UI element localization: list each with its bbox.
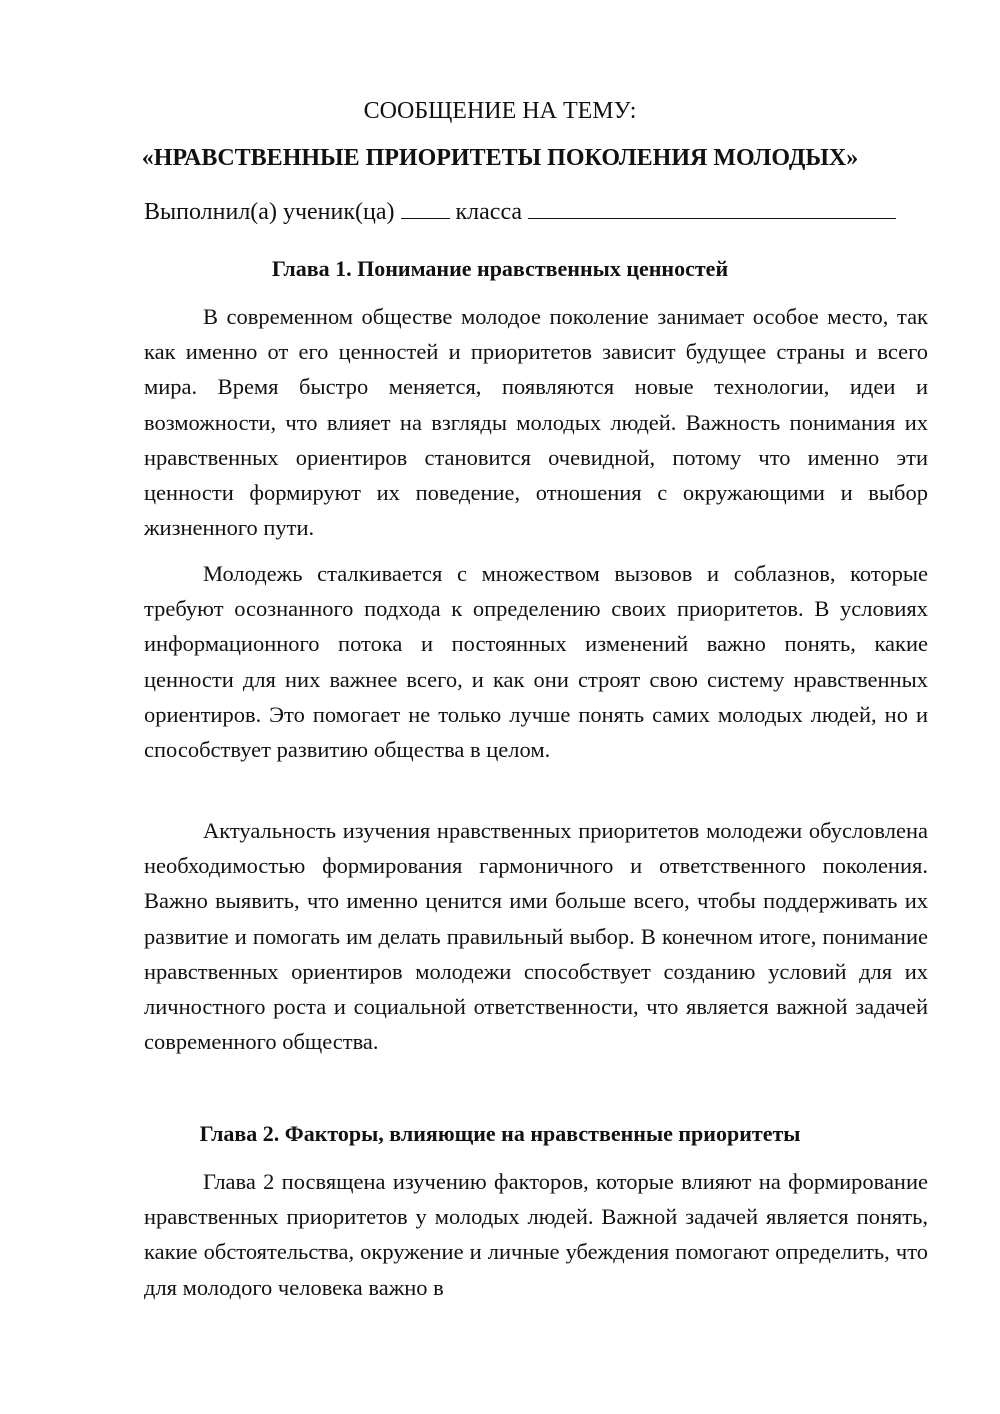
- student-name-blank: [528, 198, 896, 219]
- chapter-1-title: Глава 1. Понимание нравственных ценностей: [271, 256, 729, 281]
- document-heading-label: СООБЩЕНИЕ НА ТЕМУ:: [363, 98, 637, 124]
- chapter-2-paragraph-1: Глава 2 посвящена изучению факторов, которые влияют на формирование нравственных приоритетов у молодых людей. Важной задачей является понять, какие обстоятельства, окружение и личные убеждения помогают определить, что для молодого человека важно в: [144, 1169, 928, 1300]
- chapter-2-title: Глава 2. Факторы, влияющие на нравственные приоритеты: [199, 1121, 801, 1146]
- document-topic-title: «НРАВСТВЕННЫЕ ПРИОРИТЕТЫ ПОКОЛЕНИЯ МОЛОДЫХ»: [141, 145, 859, 171]
- author-class-label: класса: [455, 199, 523, 225]
- author-prefix: Выполнил(а) ученик(ца): [144, 199, 395, 225]
- chapter-1-paragraph-2: Молодежь сталкивается с множеством вызовов и соблазнов, которые требуют осознанного подхода к определению своих приоритетов. В условиях информационного потока и постоянных изменений важно понять, какие ценности для них важнее всего, и как они строят свою систему нравственных ориентиров. Это помогает не только лучше понять самих молодых людей, но и способствует развитию общества в целом.: [144, 561, 928, 763]
- chapter-1-paragraph-3: Актуальность изучения нравственных приоритетов молодежи обусловлена необходимостью формирования гармоничного и ответственного поколения. Важно выявить, что именно ценится ими больше всего, чтобы поддерживать их развитие и помогать им делать правильный выбор. В конечном итоге, понимание нравственных ориентиров молодежи способствует созданию условий для их личностного роста и социальной ответственности, что является важной задачей современного общества.: [144, 818, 928, 1055]
- class-number-blank: [401, 198, 450, 219]
- author-line: [144, 198, 934, 226]
- chapter-1-paragraph-1: В современном обществе молодое поколение занимает особое место, так как именно от его ценностей и приоритетов зависит будущее страны и всего мира. Время быстро меняется, появляются новые технологии, идеи и возможности, что влияет на взгляды молодых людей. Важность понимания их нравственных ориентиров становится очевидной, потому что именно эти ценности формируют их поведение, отношения с окружающими и выбор жизненного пути.: [144, 304, 928, 541]
